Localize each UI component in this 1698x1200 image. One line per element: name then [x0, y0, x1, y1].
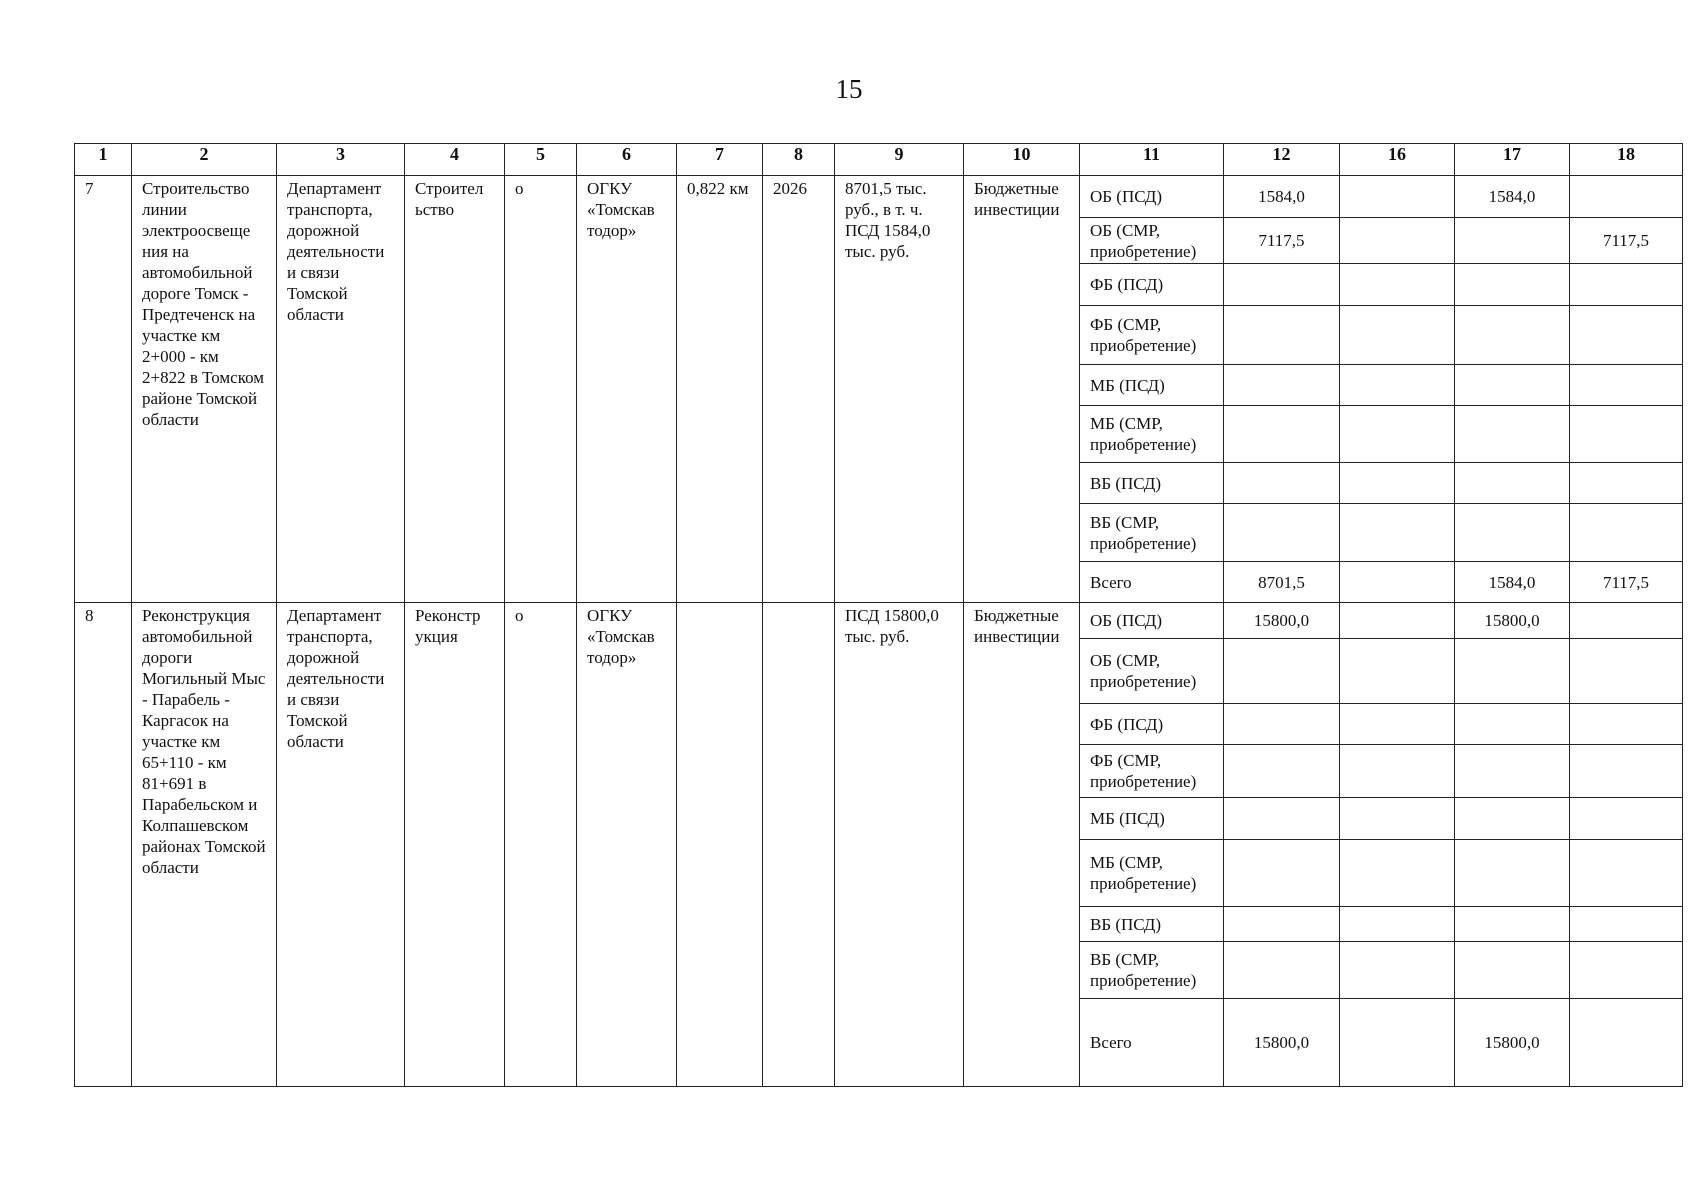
funding-value	[1455, 639, 1570, 704]
funding-value	[1224, 840, 1340, 907]
department: Департамент транспорта, дорожной деятельности и связи Томской области	[277, 176, 405, 603]
funding-source: МБ (ПСД)	[1080, 365, 1224, 406]
funding-source: ВБ (ПСД)	[1080, 463, 1224, 504]
funding-value: 7117,5	[1224, 218, 1340, 264]
column-header: 16	[1340, 144, 1455, 176]
row-number: 8	[75, 603, 132, 1087]
column-header: 12	[1224, 144, 1340, 176]
funding-value	[1340, 603, 1455, 639]
funding-value	[1570, 840, 1683, 907]
funding-source: ФБ (СМР, приобретение)	[1080, 306, 1224, 365]
funding-value	[1340, 504, 1455, 562]
work-type: Строител ьство	[405, 176, 505, 603]
funding-source: ФБ (СМР, приобретение)	[1080, 745, 1224, 798]
capacity: 0,822 км	[677, 176, 763, 603]
customer: ОГКУ «Томскав тодор»	[577, 603, 677, 1087]
funding-value	[1570, 999, 1683, 1087]
investment-form: Бюджетные инвестиции	[964, 603, 1080, 1087]
funding-value	[1340, 840, 1455, 907]
funding-source: ОБ (СМР, приобретение)	[1080, 218, 1224, 264]
funding-value	[1455, 798, 1570, 840]
funding-value	[1570, 745, 1683, 798]
funding-source: ВБ (ПСД)	[1080, 907, 1224, 942]
row-number: 7	[75, 176, 132, 603]
funding-source: МБ (СМР, приобретение)	[1080, 406, 1224, 463]
funding-value	[1570, 639, 1683, 704]
funding-value	[1455, 745, 1570, 798]
funding-value: 1584,0	[1224, 176, 1340, 218]
funding-value	[1455, 406, 1570, 463]
column-header: 2	[132, 144, 277, 176]
column-header: 1	[75, 144, 132, 176]
column-header: 8	[763, 144, 835, 176]
column-header: 4	[405, 144, 505, 176]
funding-value	[1455, 840, 1570, 907]
funding-value	[1570, 264, 1683, 306]
funding-value	[1224, 704, 1340, 745]
funding-source: МБ (ПСД)	[1080, 798, 1224, 840]
funding-source: ВБ (СМР, приобретение)	[1080, 942, 1224, 999]
funding-value	[1224, 745, 1340, 798]
capacity	[677, 603, 763, 1087]
funding-value	[1340, 306, 1455, 365]
column-header: 9	[835, 144, 964, 176]
funding-value	[1340, 639, 1455, 704]
funding-value	[1340, 176, 1455, 218]
column-header: 7	[677, 144, 763, 176]
funding-value	[1455, 704, 1570, 745]
funding-value	[1570, 798, 1683, 840]
column-header: 17	[1455, 144, 1570, 176]
funding-value	[1224, 942, 1340, 999]
estimated-cost: ПСД 15800,0 тыс. руб.	[835, 603, 964, 1087]
funding-source: ФБ (ПСД)	[1080, 264, 1224, 306]
column-header: 11	[1080, 144, 1224, 176]
funding-value: 7117,5	[1570, 218, 1683, 264]
funding-value	[1224, 798, 1340, 840]
funding-value	[1224, 406, 1340, 463]
column-5-value: о	[505, 176, 577, 603]
funding-value	[1340, 562, 1455, 603]
funding-value	[1570, 504, 1683, 562]
funding-value	[1224, 463, 1340, 504]
investment-form: Бюджетные инвестиции	[964, 176, 1080, 603]
funding-value	[1224, 639, 1340, 704]
funding-value	[1455, 504, 1570, 562]
funding-value: 7117,5	[1570, 562, 1683, 603]
funding-value: 1584,0	[1455, 562, 1570, 603]
column-header: 10	[964, 144, 1080, 176]
funding-value	[1570, 306, 1683, 365]
funding-value	[1224, 907, 1340, 942]
header-row	[75, 144, 1683, 176]
funding-value	[1340, 942, 1455, 999]
funding-value	[1455, 218, 1570, 264]
funding-source: ОБ (СМР, приобретение)	[1080, 639, 1224, 704]
funding-value	[1340, 999, 1455, 1087]
customer: ОГКУ «Томскав тодор»	[577, 176, 677, 603]
funding-value	[1570, 942, 1683, 999]
funding-value	[1224, 306, 1340, 365]
funding-value	[1455, 942, 1570, 999]
funding-source: ФБ (ПСД)	[1080, 704, 1224, 745]
year: 2026	[763, 176, 835, 603]
funding-value	[1340, 264, 1455, 306]
object-name: Реконструкция автомобильной дороги Могильный Мыс - Парабель - Каргасок на участке км 65+110 - км 81+691 в Парабельском и Колпашевском районах Томской области	[132, 603, 277, 1087]
funding-value	[1455, 306, 1570, 365]
funding-source: ОБ (ПСД)	[1080, 603, 1224, 639]
funding-value	[1570, 907, 1683, 942]
funding-value	[1340, 463, 1455, 504]
investment-table	[74, 143, 1683, 1087]
estimated-cost: 8701,5 тыс. руб., в т. ч. ПСД 1584,0 тыс. руб.	[835, 176, 964, 603]
funding-value	[1224, 365, 1340, 406]
funding-value	[1570, 365, 1683, 406]
column-5-value: о	[505, 603, 577, 1087]
funding-value: 1584,0	[1455, 176, 1570, 218]
funding-value: 15800,0	[1224, 603, 1340, 639]
table-row	[75, 176, 1683, 218]
column-header: 3	[277, 144, 405, 176]
funding-value	[1224, 504, 1340, 562]
object-name: Строительство линии электроосвеще ния на автомобильной дороге Томск - Предтеченск на участке км 2+000 - км 2+822 в Томском районе Томской области	[132, 176, 277, 603]
funding-value	[1570, 406, 1683, 463]
funding-value	[1455, 907, 1570, 942]
funding-value	[1340, 406, 1455, 463]
funding-value	[1340, 907, 1455, 942]
funding-value	[1570, 463, 1683, 504]
column-header: 6	[577, 144, 677, 176]
column-header: 5	[505, 144, 577, 176]
work-type: Реконстр укция	[405, 603, 505, 1087]
funding-value	[1340, 218, 1455, 264]
funding-value: 8701,5	[1224, 562, 1340, 603]
funding-value	[1340, 704, 1455, 745]
funding-value: 15800,0	[1455, 603, 1570, 639]
page-number: 15	[835, 74, 863, 104]
funding-value	[1570, 176, 1683, 218]
funding-value	[1224, 264, 1340, 306]
funding-source: ВБ (СМР, приобретение)	[1080, 504, 1224, 562]
funding-value	[1340, 365, 1455, 406]
funding-value	[1570, 603, 1683, 639]
funding-source: Всего	[1080, 999, 1224, 1087]
funding-value	[1455, 463, 1570, 504]
column-header: 18	[1570, 144, 1683, 176]
funding-value: 15800,0	[1224, 999, 1340, 1087]
funding-value	[1570, 704, 1683, 745]
funding-value	[1455, 365, 1570, 406]
funding-value	[1340, 745, 1455, 798]
funding-value: 15800,0	[1455, 999, 1570, 1087]
department: Департамент транспорта, дорожной деятельности и связи Томской области	[277, 603, 405, 1087]
funding-value	[1340, 798, 1455, 840]
funding-value	[1455, 264, 1570, 306]
funding-source: Всего	[1080, 562, 1224, 603]
year	[763, 603, 835, 1087]
table-row	[75, 603, 1683, 639]
funding-source: ОБ (ПСД)	[1080, 176, 1224, 218]
funding-source: МБ (СМР, приобретение)	[1080, 840, 1224, 907]
